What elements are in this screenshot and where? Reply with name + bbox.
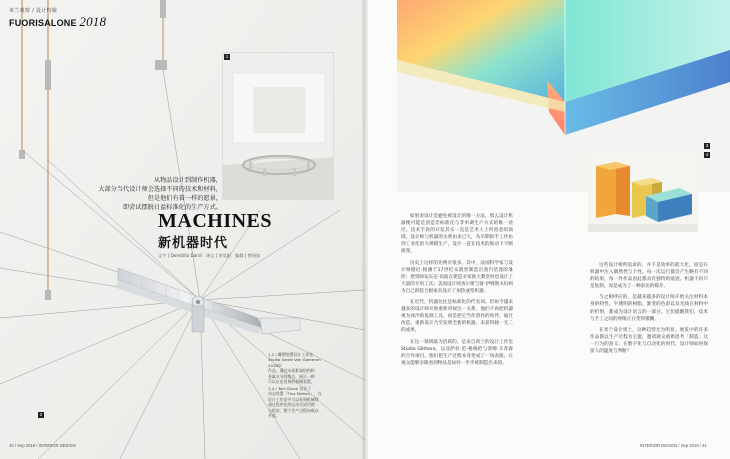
intro-line-2: 大部分当代设计师会选择不同的技术和材料， — [98, 186, 222, 193]
body-column-left — [401, 213, 513, 371]
masthead-year: 2018 — [79, 14, 107, 29]
caption-1-line: Studio Sarah Van Gameren 2018年 — [268, 357, 321, 368]
caption-1 — [268, 352, 330, 384]
photo-number-4: 4 — [705, 152, 709, 157]
caption-2-line: 与组装，整个生产过程向观众 — [268, 407, 319, 413]
caption-1-line: 1,2 / 雕塑装置设计工作室 — [268, 352, 313, 357]
article-credits: 文字 | Domitilla Dardi 译文 | 李昊阳 编辑 | 曾诣容 — [158, 253, 261, 258]
body-column-right — [590, 262, 708, 359]
intro-line-4: 即尝试摆脱日益标准化的生产方式。 — [123, 204, 222, 211]
masthead-title — [9, 14, 106, 30]
body-paragraph: 这些设计师所追求的，并不是效率的最大化，而是在机器中注入偶然性与个性。每一次运行都会产生略有不同的结果，每一件作品因此都具有独特的痕迹。机器不再只是复制，而是成为了一种表达的媒介。 — [590, 263, 708, 290]
article-title-zh: 新机器时代 — [158, 236, 229, 251]
caption-2-line: 动态装置「Flux Motion」，在 — [268, 391, 322, 397]
body-paragraph: 历史上这样的先例有很多。其中，法国科学家与设计师德尼·帕潘于17世纪末就曾制造出蒸汽装置的雏形；建筑师安东尼·高迪在建造圣家族大教堂时也设计了大量的专用工具；美国设计师查尔斯与蕾·伊姆斯夫妇则为自己的胶合板家具设计了加热成型机器。 — [401, 260, 513, 294]
body-paragraph: 如果说设计是避免被设计的唯一方法，那么设计机器便可能是创造非标准化与非单调生产方式的唯一途径。技术手段的开发其实一直是艺术人士所留意的领域。设计师与机器的关系由来已久，从早期的手工作坊到工业化的大规模生产，设计一直在技术的推动下不断演变。 — [401, 214, 513, 255]
photo-number-1: 1 — [225, 54, 229, 59]
body-paragraph: 在近代，机器往往是标准化的代名词。但如今越来越多的设计师开始重新审视这一关系，他们不再把机器视为冰冷的复制工具，而是把它当作创作的伙伴，通过改造、重新设计乃至发明全新的机器，来获得独一无二的成果。 — [401, 300, 513, 334]
masthead-fuorisalone: FUORISALONE — [9, 18, 77, 28]
colored-cubes-art — [588, 152, 698, 232]
photo-number-2: 2 — [39, 412, 43, 417]
white-room-photo-art — [223, 53, 334, 200]
caption-2-line: 开放。 — [268, 413, 280, 419]
caption-1-line: 可以自由延伸的机械装置。 — [268, 379, 315, 385]
colored-cubes-photo — [588, 152, 698, 232]
caption-1-line: 金属关节的组合，展示一种 — [268, 373, 315, 379]
intro-deck — [96, 176, 222, 212]
caption-2 — [268, 386, 330, 418]
folio-right: INTERIOR DESIGN / Sep 2018 / 41 — [640, 443, 707, 448]
caption-1-line: 作品，通过木质框架结构和 — [268, 368, 315, 374]
caption-2-line: 设计工作室中可以看到机械臂 — [268, 396, 319, 402]
masthead-section-label: 米兰观察 / 设计特辑 — [9, 8, 58, 14]
intro-line-3: 但是他们有着一样的愿景， — [147, 195, 222, 202]
body-paragraph: 与之相呼应的，是越来越多的设计师开始关注材料本身的特性。半透明的树脂、渐变的色彩以及光线在材料中的折射，都成为设计语言的一部分。它们提醒我们，技术与手工之间的界限正在变得模糊。 — [590, 295, 708, 322]
white-room-photo — [222, 52, 334, 200]
body-paragraph: 在这一领域最为活跃的，是来自荷兰的设计工作室Studio Glithero，以及萨拉·范·格梅伦与蒂姆·辛普森的合作项目。他们把生产过程本身变成了一场表演，让观众能够亲眼看到物品是如何一步步被制造出来的。 — [401, 339, 513, 366]
caption-2-line: 通过程序化的运动完成切割 — [268, 402, 315, 408]
page-gutter — [362, 0, 368, 459]
photo-number-3: 3 — [705, 143, 709, 148]
magazine-masthead — [9, 7, 106, 30]
folio-left: 40 / Sep 2018 / INTERIOR DESIGN — [9, 443, 76, 448]
body-paragraph: 在米兰设计周上，这种趋势尤为明显。展览中的许多作品都以生产过程为主题，邀请观众重新思考「制造」这一行为的意义：在数字化与自动化的时代，设计师如何保留人的温度与判断？ — [590, 327, 708, 355]
article-title-en: MACHINES — [158, 210, 273, 232]
caption-2-line: 3,4 / Tom Dixon 设计了 — [268, 386, 312, 391]
intro-line-1: 从物品设计到制作机器， — [153, 177, 222, 184]
